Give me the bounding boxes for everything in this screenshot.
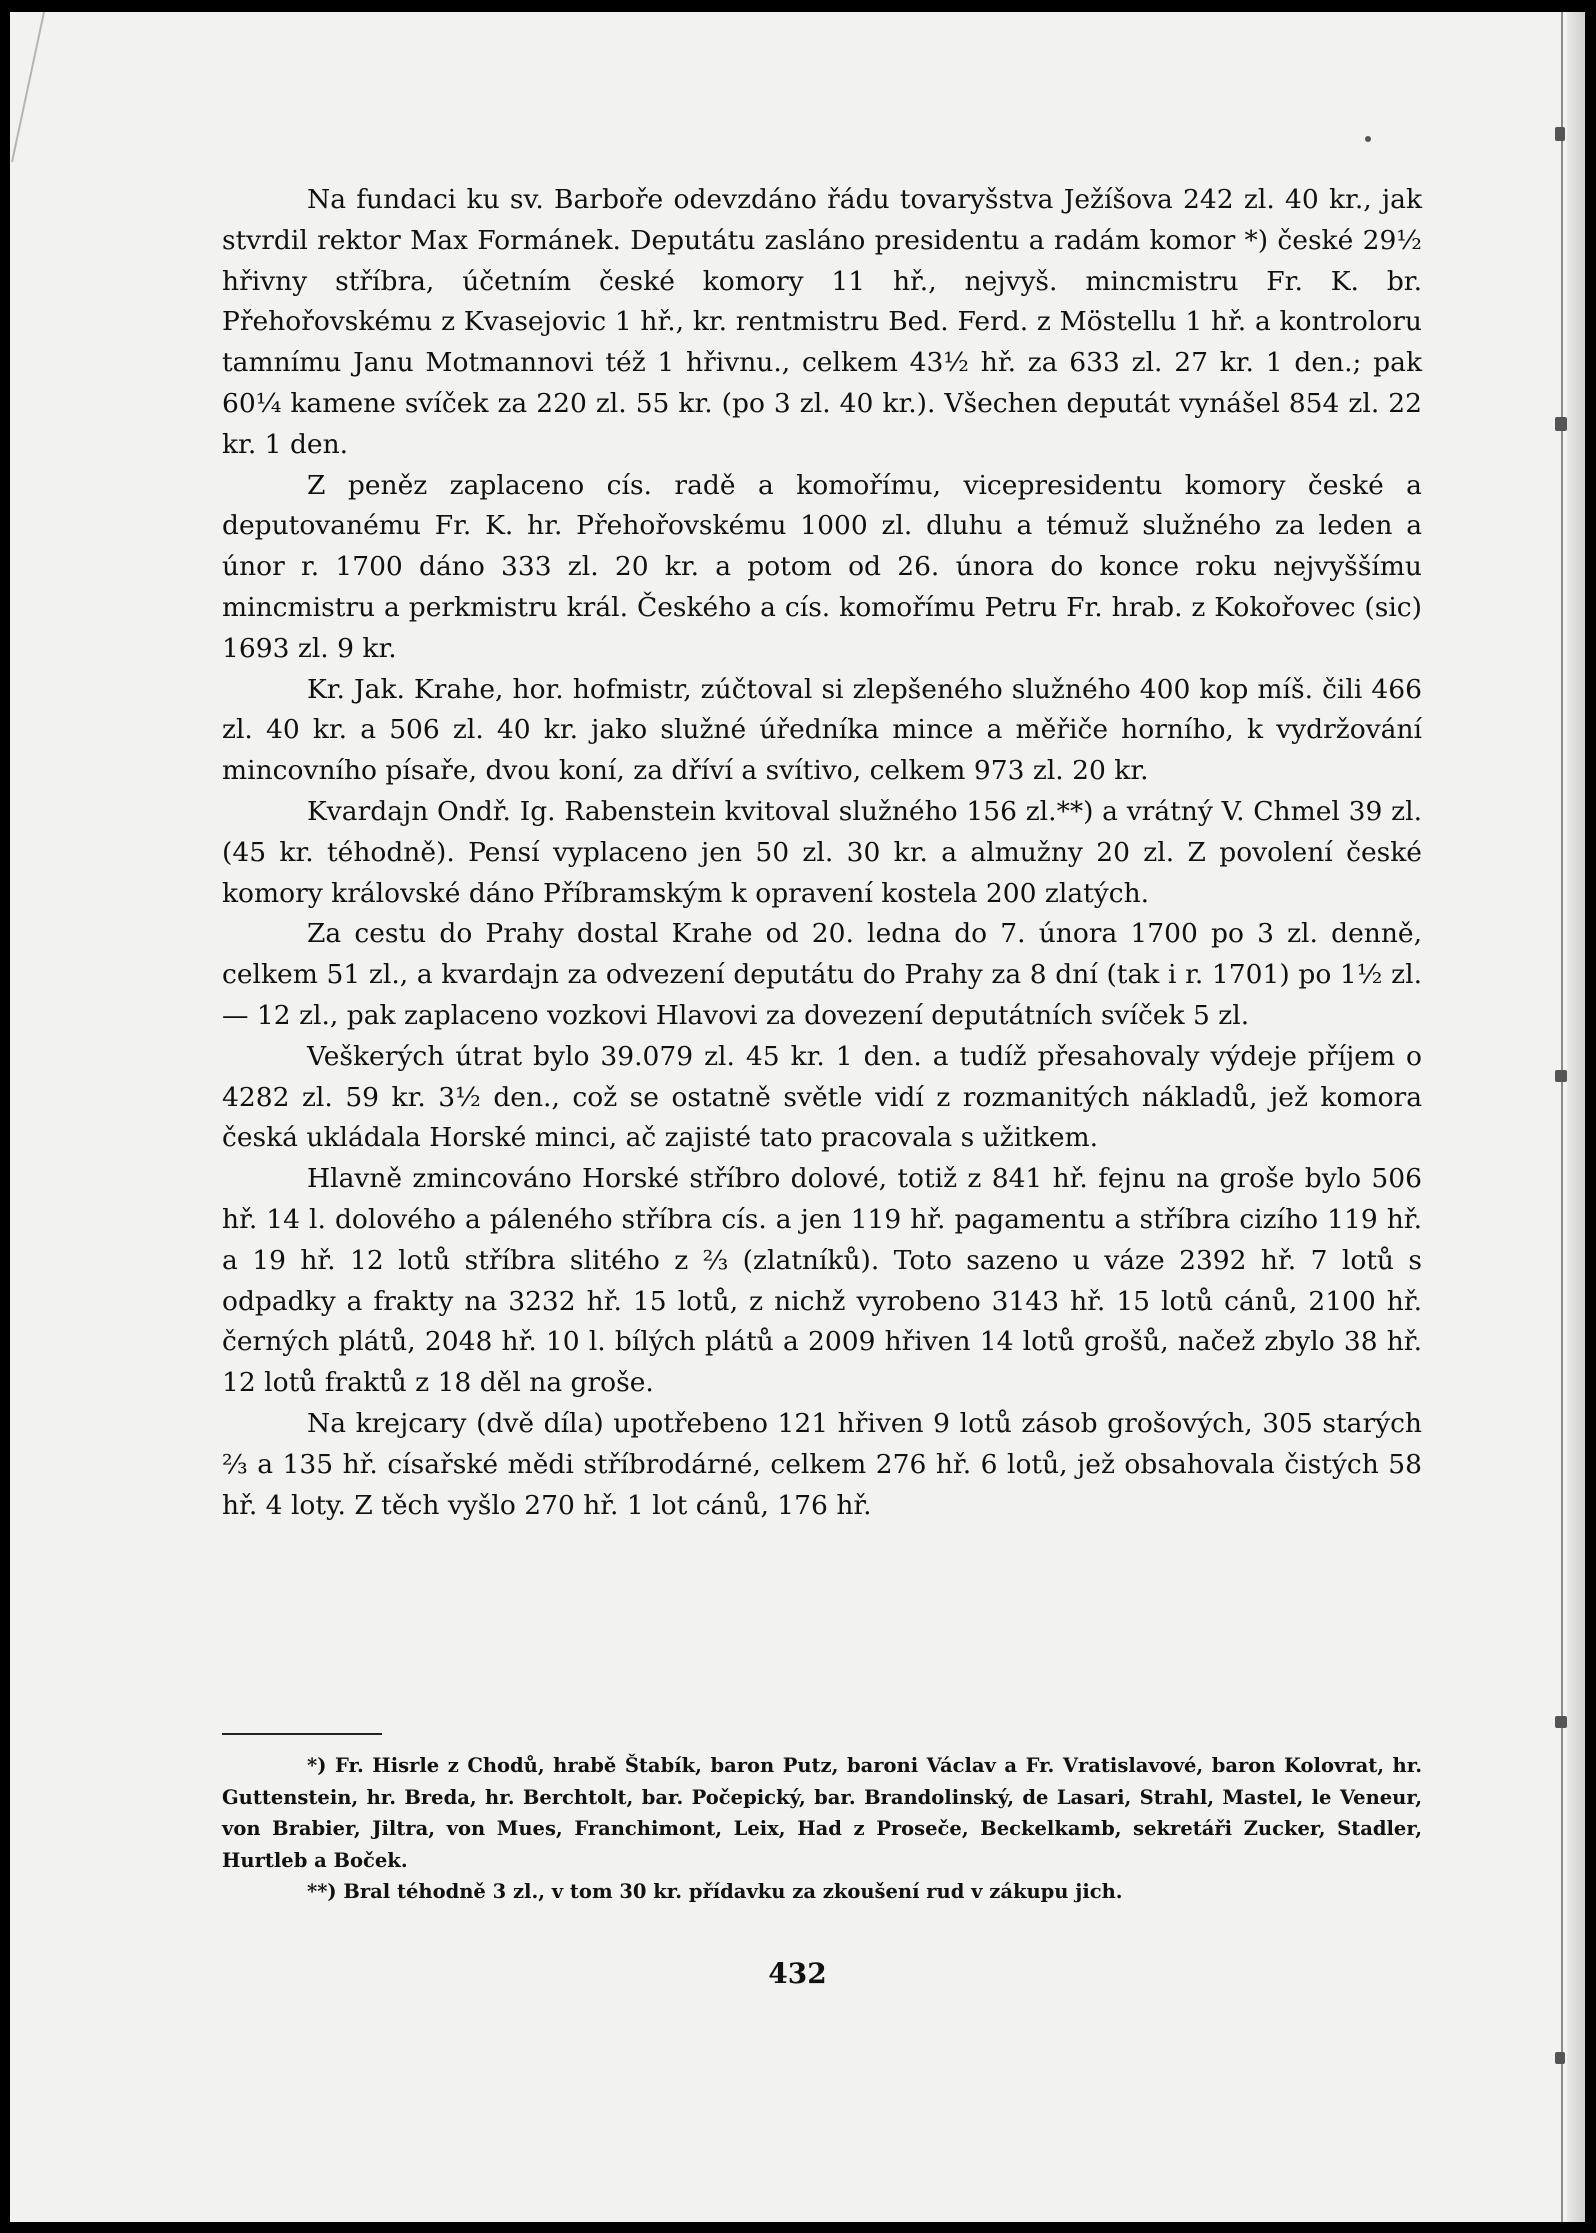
paragraph: Kvardajn Ondř. Ig. Rabenstein kvitoval služného 156 zl.**) a vrátný V. Chmel 39 zl. (45 kr. téhodně). Pensí vyplaceno jen 50 zl. 30 kr. a almužny 20 zl. Z povolení české komory královské dáno Příbramským k opravení kostela 200 zlatých. <box>222 795 1422 909</box>
binding-edge-line <box>1561 12 1563 2222</box>
ink-speck <box>1365 136 1371 142</box>
footnote-divider <box>222 1733 382 1735</box>
page-corner-fold <box>10 12 50 172</box>
ink-speck <box>1555 1070 1567 1082</box>
paragraph: Veškerých útrat bylo 39.079 zl. 45 kr. 1 den. a tudíž přesahovaly výdeje příjem o 4282 zl. 59 kr. 3½ den., což se ostatně světle vidí z rozmanitých nákladů, jež komora česká ukládala Horské minci, ač zajisté tato pracovala s užitkem. <box>222 1040 1422 1154</box>
paragraph: Za cestu do Prahy dostal Krahe od 20. ledna do 7. února 1700 po 3 zl. denně, celkem 51 zl., a kvardajn za odvezení deputátu do Prahy za 8 dní (tak i r. 1701) po 1½ zl. — 12 zl., pak zaplaceno vozkovi Hlavovi za dovezení deputátních svíček 5 zl. <box>222 918 1422 1031</box>
footnote: **) Bral téhodně 3 zl., v tom 30 kr. přídavku za zkoušení rud v zákupu jich. <box>307 1880 1123 1903</box>
ink-speck <box>1555 417 1567 431</box>
paragraph: Kr. Jak. Krahe, hor. hofmistr, zúčtoval si zlepšeného služného 400 kop míš. čili 466 zl. 40 kr. a 506 zl. 40 kr. jako služné úředníka mince a měřiče horního, k vydržování mincovního písaře, dvou koní, za dříví a svítivo, celkem 973 zl. 20 kr. <box>222 673 1422 787</box>
page-number: 432 <box>768 1957 827 1990</box>
page-edge-shadow <box>1567 12 1585 2222</box>
paragraph: Hlavně zmincováno Horské stříbro dolové, totiž z 841 hř. fejnu na groše bylo 506 hř. 14 l. dolového a páleného stříbra cís. a jen 119 hř. pagamentu a stříbra cizího 119 hř. a 19 hř. 12 lotů stříbra slitého z ⅔ (zlatníků). Toto sazeno u váze 2392 hř. 7 lotů s odpadky a frakty na 3232 hř. 15 lotů, z nichž vyrobeno 3143 hř. 15 lotů cánů, 2100 hř. černých plátů, 2048 hř. 10 l. bílých plátů a 2009 hřiven 14 lotů grošů, načež zbylo 38 hř. 12 lotů fraktů z 18 děl na groše. <box>222 1163 1422 1399</box>
paragraph: Z peněz zaplaceno cís. radě a komořímu, vicepresidentu komory české a deputovanému Fr. K. hr. Přehořovskému 1000 zl. dluhu a témuž služného za leden a únor r. 1700 dáno 333 zl. 20 kr. a potom od 26. února do konce roku nejvyššímu mincmistru a perkmistru král. Českého a cís. komořímu Petru Fr. hrab. z Kokořovec (sic) 1693 zl. 9 kr. <box>222 469 1422 664</box>
ink-speck <box>1555 2052 1565 2064</box>
paragraph: Na krejcary (dvě díla) upotřebeno 121 hřiven 9 lotů zásob grošových, 305 starých ⅔ a 135 hř. císařské mědi stříbrodárné, celkem 276 hř. 6 lotů, jež obsahovala čistých 58 hř. 4 loty. Z těch vyšlo 270 hř. 1 lot cánů, 176 hř. <box>222 1407 1422 1521</box>
ink-speck <box>1555 1716 1567 1728</box>
footnote: *) Fr. Hisrle z Chodů, hrabě Štabík, baron Putz, baroni Václav a Fr. Vratislavové, baron Kolovrat, hr. Guttenstein, hr. Breda, hr. Berchtolt, bar. Počepický, bar. Brandolinský, de Lasari, Strahl, Mastel, le Veneur, von Brabier, Jiltra, von Mues, Franchimont, Leix, Had z Proseče, Beckelkamb, sekretáři Zucker, Stadler, Hurtleb a Boček. <box>222 1754 1422 1872</box>
footnotes <box>222 1750 1422 1908</box>
ink-speck <box>1555 127 1565 141</box>
paragraph: Na fundaci ku sv. Barboře odevzdáno řádu tovaryšstva Ježíšova 242 zl. 40 kr., jak stvrdil rektor Max Formánek. Deputátu zasláno presidentu a radám komor *) české 29½ hřivny stříbra, účetním české komory 11 hř., nejvyš. mincmistru Fr. K. br. Přehořovskému z Kvasejovic 1 hř., kr. rentmistru Bed. Ferd. z Möstellu 1 hř. a kontroloru tamnímu Janu Motmannovi též 1 hřivnu., celkem 43½ hř. za 633 zl. 27 kr. 1 den.; pak 60¼ kamene svíček za 220 zl. 55 kr. (po 3 zl. 40 kr.). Všechen deputát vynášel 854 zl. 22 kr. 1 den. <box>222 184 1422 460</box>
body-text <box>222 180 1422 1526</box>
scanned-page <box>10 12 1585 2222</box>
